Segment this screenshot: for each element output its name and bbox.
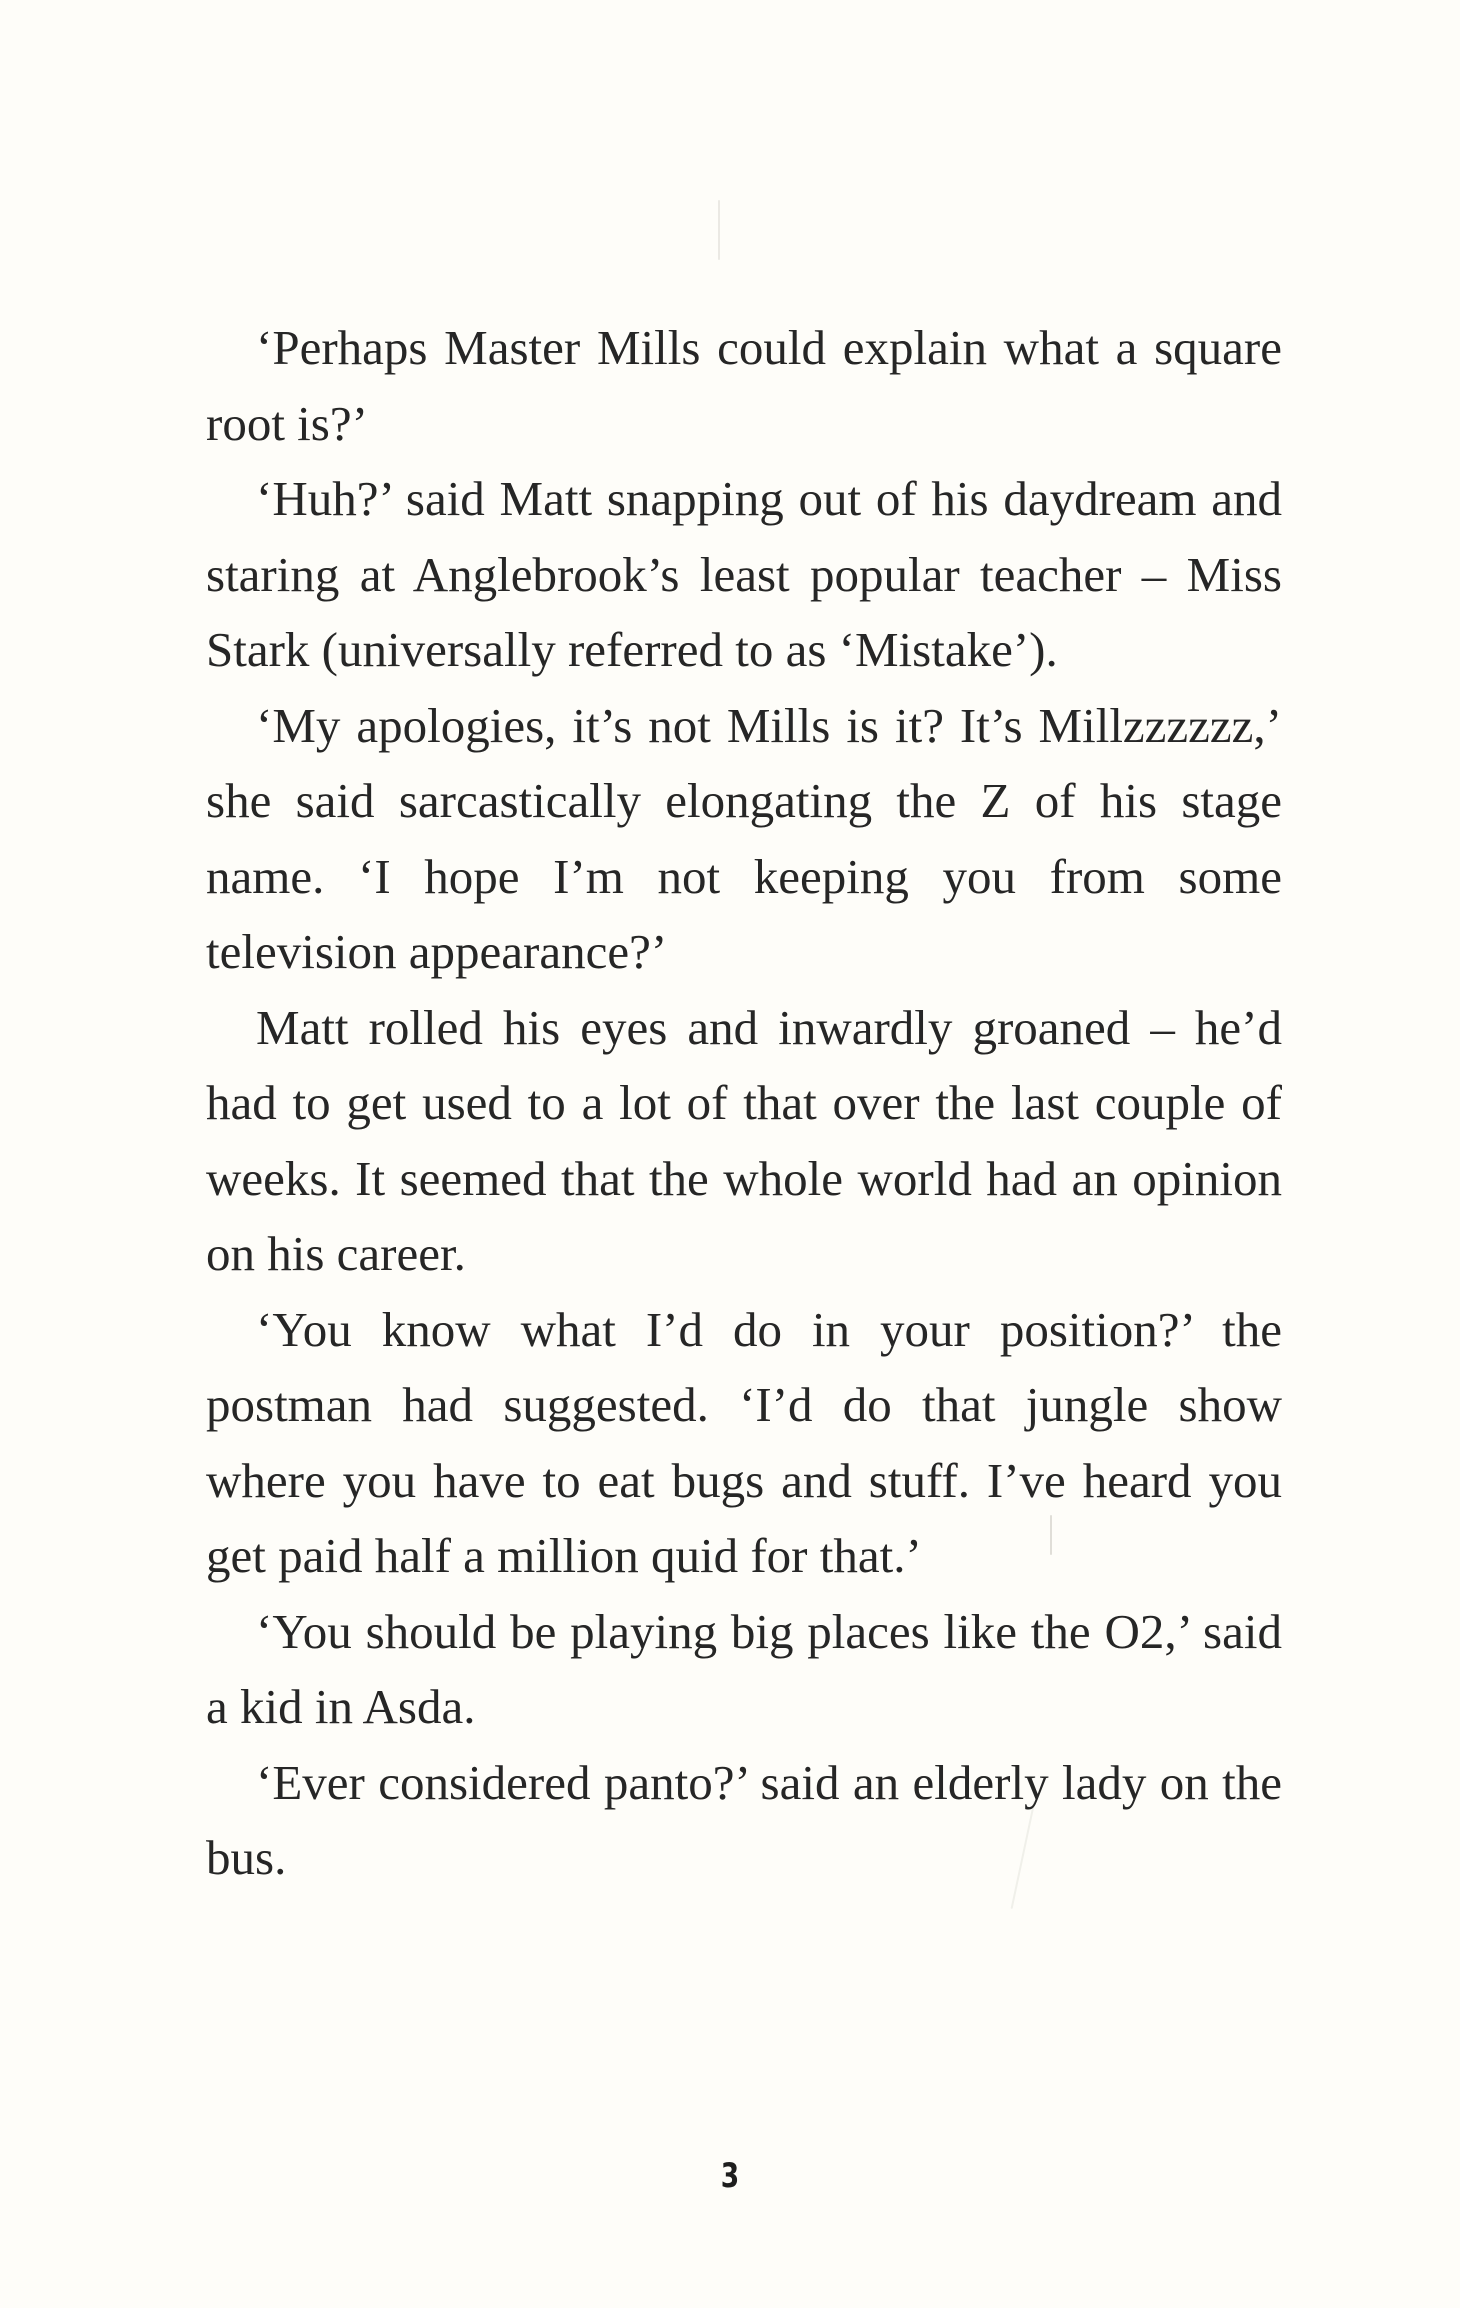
paragraph: ‘You know what I’d do in your position?’ the postman had suggested. ‘I’d do that jungle show where you have to eat bugs and stuff. I’ve heard you get paid half a million quid for that.’: [206, 1301, 1282, 1583]
page-number: 3: [720, 2156, 740, 2196]
scan-artifact: [718, 200, 720, 260]
paragraph: Matt rolled his eyes and inwardly groaned – he’d had to get used to a lot of that over the last couple of weeks. It seemed that the whole world had an opinion on his career.: [206, 999, 1282, 1281]
paragraph: ‘Huh?’ said Matt snapping out of his daydream and staring at Anglebrook’s least popular teacher – Miss Stark (universally referred to as ‘Mistake’).: [206, 471, 1282, 677]
paragraph: ‘Ever considered panto?’ said an elderly lady on the bus.: [206, 1754, 1282, 1885]
paragraph: ‘Perhaps Master Mills could explain what a square root is?’: [206, 320, 1282, 451]
paragraph: ‘My apologies, it’s not Mills is it? It’s Millzzzzzz,’ she said sarcastically elongating the Z of his stage name. ‘I hope I’m not keeping you from some television appearance?’: [206, 697, 1282, 979]
paragraph: ‘You should be playing big places like the O2,’ said a kid in Asda.: [206, 1603, 1282, 1734]
body-text: [206, 310, 1282, 1896]
